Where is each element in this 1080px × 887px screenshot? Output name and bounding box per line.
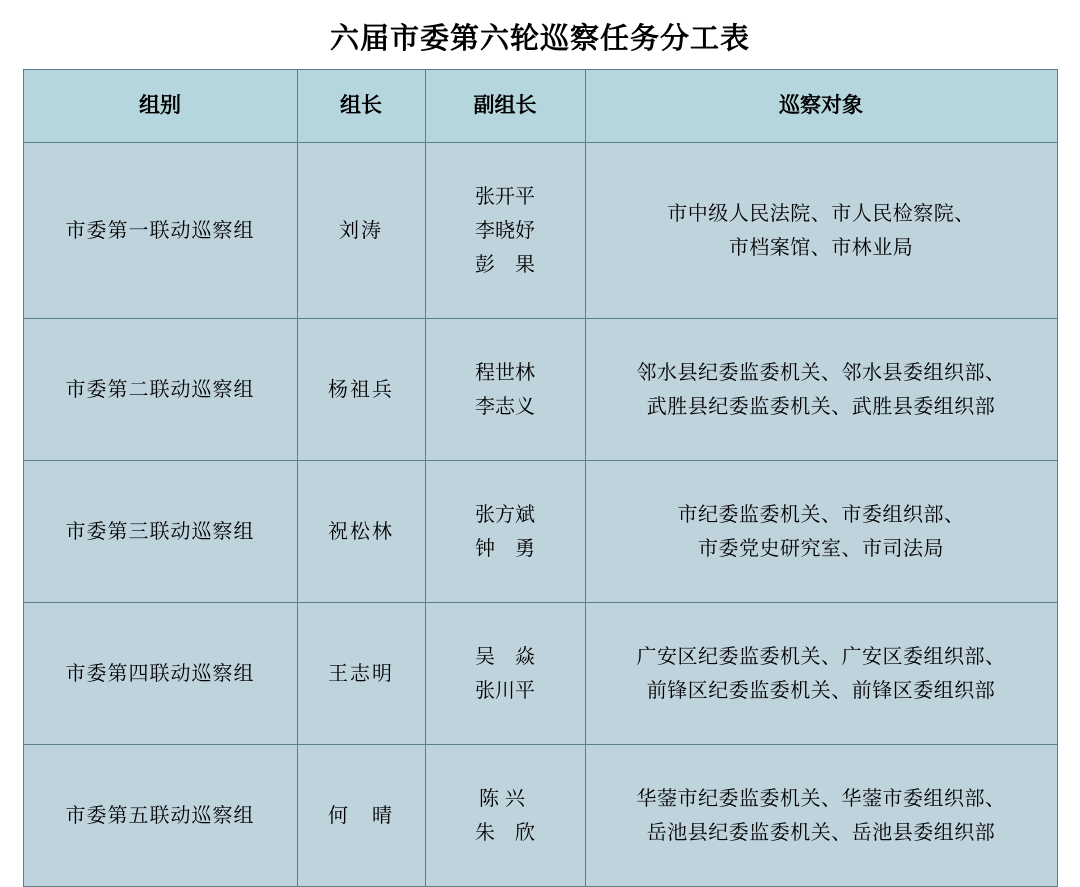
column-header-group: 组别	[23, 70, 297, 143]
deputy-name: 张开平	[475, 185, 535, 208]
target-line: 市档案馆、市林业局	[728, 236, 914, 259]
cell-leader: 祝松林	[297, 461, 425, 603]
table-header-row	[23, 70, 1057, 143]
target-line: 市委党史研究室、市司法局	[698, 537, 944, 560]
cell-inspection-target	[585, 461, 1057, 603]
cell-leader: 王志明	[297, 603, 425, 745]
cell-deputy-leader	[425, 603, 585, 745]
cell-leader: 何 晴	[297, 745, 425, 887]
column-header-leader: 组长	[297, 70, 425, 143]
deputy-name: 程世林	[475, 361, 535, 384]
target-line: 武胜县纪委监委机关、武胜县委组织部	[646, 395, 996, 418]
deputy-name: 朱 欣	[475, 821, 535, 844]
cell-leader: 刘涛	[297, 143, 425, 319]
page-title: 六届市委第六轮巡察任务分工表	[329, 23, 750, 55]
table-row	[23, 603, 1057, 745]
table-row	[23, 461, 1057, 603]
deputy-name: 彭 果	[475, 253, 535, 276]
column-header-inspection-target: 巡察对象	[585, 70, 1057, 143]
cell-inspection-target	[585, 603, 1057, 745]
deputy-name: 李晓妤	[475, 219, 535, 242]
table-row	[23, 319, 1057, 461]
target-line: 华蓥市纪委监委机关、华蓥市委组织部、	[636, 787, 1006, 810]
target-line: 邻水县纪委监委机关、邻水县委组织部、	[636, 361, 1006, 384]
deputy-name: 李志义	[475, 395, 535, 418]
deputy-name: 陈兴	[479, 787, 531, 810]
cell-group: 市委第三联动巡察组	[23, 461, 297, 603]
cell-deputy-leader	[425, 745, 585, 887]
cell-deputy-leader	[425, 461, 585, 603]
cell-inspection-target	[585, 319, 1057, 461]
target-line: 广安区纪委监委机关、广安区委组织部、	[636, 645, 1006, 668]
cell-group: 市委第五联动巡察组	[23, 745, 297, 887]
cell-inspection-target	[585, 143, 1057, 319]
deputy-name: 吴 焱	[475, 645, 535, 668]
target-line: 前锋区纪委监委机关、前锋区委组织部	[646, 679, 996, 702]
cell-deputy-leader	[425, 319, 585, 461]
table-header	[23, 70, 1057, 143]
target-line: 市纪委监委机关、市委组织部、	[677, 503, 965, 526]
cell-group: 市委第一联动巡察组	[23, 143, 297, 319]
target-line: 岳池县纪委监委机关、岳池县委组织部	[646, 821, 996, 844]
cell-inspection-target	[585, 745, 1057, 887]
table-row	[23, 143, 1057, 319]
table-body	[23, 143, 1057, 887]
cell-group: 市委第二联动巡察组	[23, 319, 297, 461]
deputy-name: 张川平	[475, 679, 535, 702]
cell-deputy-leader	[425, 143, 585, 319]
cell-leader: 杨祖兵	[297, 319, 425, 461]
table-row	[23, 745, 1057, 887]
deputy-name: 张方斌	[475, 503, 535, 526]
cell-group: 市委第四联动巡察组	[23, 603, 297, 745]
deputy-name: 钟 勇	[475, 537, 535, 560]
inspection-assignment-table	[23, 69, 1058, 887]
column-header-deputy-leader: 副组长	[425, 70, 585, 143]
target-line: 市中级人民法院、市人民检察院、	[667, 202, 975, 225]
